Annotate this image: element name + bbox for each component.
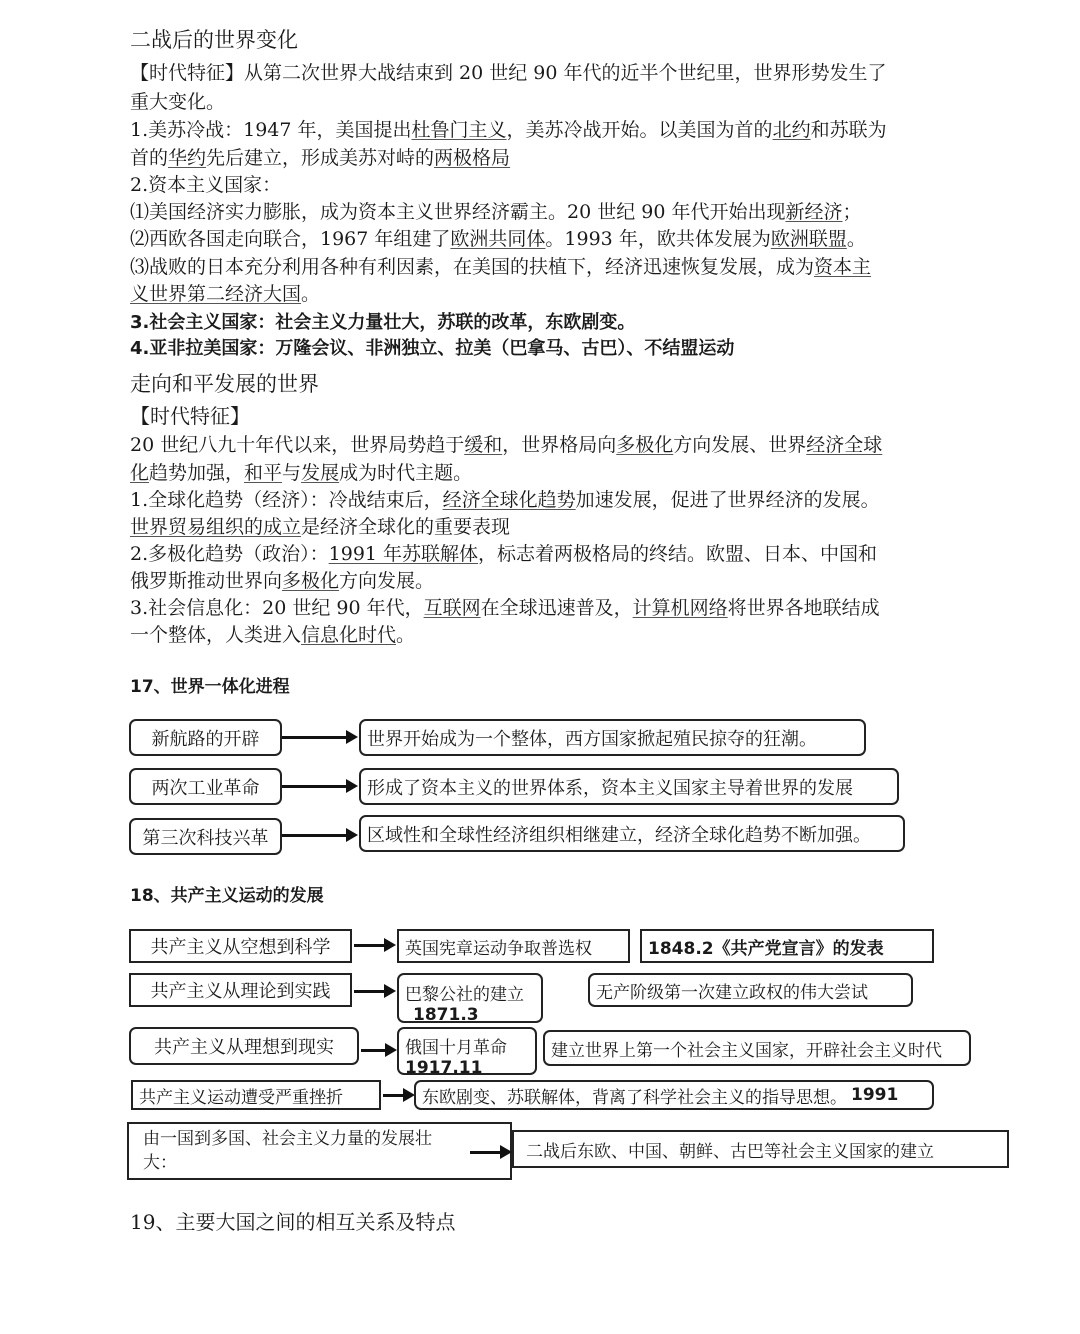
flow17-left-3: 第三次科技兴革	[129, 818, 282, 855]
flow18-right-4: 东欧剧变、苏联解体，背离了科学社会主义的指导思想。 1991	[414, 1080, 934, 1110]
flow18-year-2: 1871.3	[413, 1005, 479, 1023]
globalization-line1: 1.全球化趋势（经济）：冷战结束后，经济全球化趋势加速发展，促进了世界经济的发展。	[130, 489, 880, 511]
flow18-arrow-2	[354, 990, 386, 993]
capitalist-usa: ⑴美国经济实力膨胀，成为资本主义世界经济霸主。20 世纪 90 年代开始出现新经济；	[130, 201, 862, 223]
flow17-arrow-2	[282, 785, 348, 788]
multipolar-line2: 俄罗斯推动世界向多极化方向发展。	[130, 570, 435, 592]
flow18-arrow-5	[470, 1151, 502, 1154]
peace-intro-line1: 20 世纪八九十年代以来，世界局势趋于缓和，世界格局向多极化方向发展、世界经济全球	[130, 434, 883, 456]
section19-title: 19、主要大国之间的相互关系及特点	[130, 1210, 456, 1234]
flow18-left-4: 共产主义运动遭受严重挫折	[131, 1080, 381, 1110]
capitalist-japan-line1: ⑶战败的日本充分利用各种有利因素，在美国的扶植下，经济迅速恢复发展，成为资本主	[130, 256, 872, 278]
flow18-arrow-1	[354, 944, 386, 947]
flow18-arrow-4	[383, 1094, 405, 1097]
section-title-postwar: 二战后的世界变化	[130, 28, 298, 52]
era-feature-line1: 【时代特征】从第二次世界大战结束到 20 世纪 90 年代的近半个世纪里，世界形势发生了	[130, 62, 887, 84]
flow18-right-2: 无产阶级第一次建立政权的伟大尝试	[588, 973, 913, 1007]
flow18-right-4-year: 1991	[851, 1085, 899, 1105]
multipolar-line1: 2.多极化趋势（政治）：1991 年苏联解体，标志着两极格局的终结。欧盟、日本、中国和	[130, 543, 878, 565]
era-feature-label: 【时代特征】	[130, 404, 250, 428]
flow18-left-1: 共产主义从空想到科学	[129, 929, 352, 963]
flow18-right-3: 建立世界上第一个社会主义国家，开辟社会主义时代	[543, 1030, 971, 1066]
information-line2: 一个整体，人类进入信息化时代。	[130, 624, 416, 646]
peace-intro-line2: 化趋势加强，和平与发展成为时代主题。	[130, 462, 473, 484]
flow17-right-2: 形成了资本主义的世界体系，资本主义国家主导着世界的发展	[359, 768, 899, 805]
flow17-arrow-3	[282, 834, 348, 837]
globalization-line2: 世界贸易组织的成立是经济全球化的重要表现	[130, 516, 511, 538]
flow17-arrow-1	[282, 736, 348, 739]
section-title-peace: 走向和平发展的世界	[130, 372, 319, 396]
flow18-mid-2: 巴黎公社的建立 1871.3	[397, 973, 543, 1023]
section17-title: 17、世界一体化进程	[130, 677, 290, 697]
capitalist-heading: 2.资本主义国家：	[130, 174, 282, 196]
flow18-left-3: 共产主义从理想到现实	[129, 1027, 359, 1065]
capitalist-europe: ⑵西欧各国走向联合，1967 年组建了欧洲共同体。1993 年，欧共体发展为欧洲联盟。	[130, 228, 866, 250]
era-feature-line2: 重大变化。	[130, 91, 226, 113]
flow17-left-2: 两次工业革命	[129, 768, 282, 805]
section18-title: 18、共产主义运动的发展	[130, 886, 324, 906]
flow18-mid-3: 俄国十月革命 1917.11	[397, 1027, 537, 1075]
flow18-year-3: 1917.11	[405, 1058, 483, 1075]
socialist-countries: 3.社会主义国家：社会主义力量壮大，苏联的改革，东欧剧变。	[130, 312, 636, 333]
flow18-right-5: 二战后东欧、中国、朝鲜、古巴等社会主义国家的建立	[512, 1130, 1009, 1168]
cold-war-line1: 1.美苏冷战：1947 年，美国提出杜鲁门主义，美苏冷战开始。以美国为首的北约和苏联为	[130, 119, 887, 141]
flow17-left-1: 新航路的开辟	[129, 719, 282, 756]
flow18-right-1: 1848.2《共产党宣言》的发表	[640, 929, 934, 963]
asia-africa-latin: 4.亚非拉美国家：万隆会议、非洲独立、拉美（巴拿马、古巴）、不结盟运动	[130, 338, 735, 359]
flow18-left-2: 共产主义从理论到实践	[129, 973, 352, 1007]
information-line1: 3.社会信息化：20 世纪 90 年代，互联网在全球迅速普及，计算机网络将世界各地联结成	[130, 597, 880, 619]
flow17-right-1: 世界开始成为一个整体，西方国家掀起殖民掠夺的狂潮。	[359, 719, 866, 756]
flow18-arrow-3	[361, 1049, 387, 1052]
flow17-right-3: 区域性和全球性经济组织相继建立，经济全球化趋势不断加强。	[359, 815, 905, 852]
capitalist-japan-line2: 义世界第二经济大国。	[130, 283, 321, 305]
flow18-left-5: 由一国到多国、社会主义力量的发展壮 大：	[127, 1122, 512, 1180]
cold-war-line2: 首的华约先后建立，形成美苏对峙的两极格局	[130, 147, 511, 169]
flow18-mid-1: 英国宪章运动争取普选权	[397, 929, 630, 963]
